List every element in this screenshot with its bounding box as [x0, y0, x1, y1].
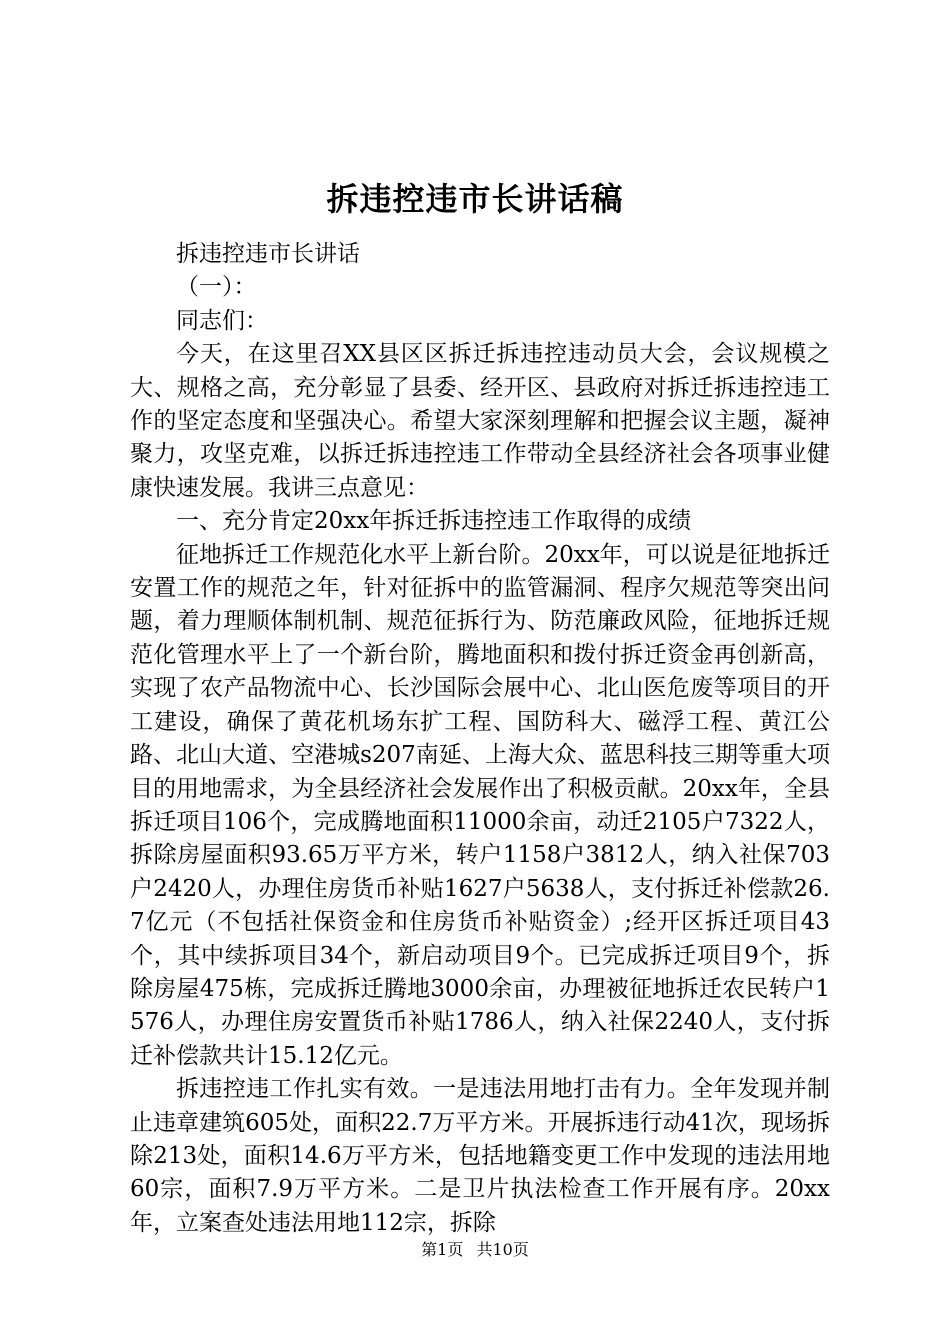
- body-paragraph: 征地拆迁工作规范化水平上新台阶。20xx年，可以说是征地拆迁安置工作的规范之年，针对征拆中的监管漏洞、程序欠规范等突出问题，着力理顺体制机制、规范征拆行为、防范廉政风险，征地拆迁规范化管理水平上了一个新台阶，腾地面积和拨付拆迁资金再创新高，实现了农产品物流中心、长沙国际会展中心、北山医危废等项目的开工建设，确保了黄花机场东扩工程、国防科大、磁浮工程、黄江公路、北山大道、空港城s207南延、上海大众、蓝思科技三期等重大项目的用地需求，为全县经济社会发展作出了积极贡献。20xx年，全县拆迁项目106个，完成腾地面积11000余亩，动迁2105户7322人，拆除房屋面积93.65万平方米，转户1158户3812人，纳入社保703户2420人，办理住房货币补贴1627户5638人，支付拆迁补偿款26.7亿元（不包括社保资金和住房货币补贴资金）;经开区拆迁项目43个，其中续拆项目34个，新启动项目9个。已完成拆迁项目9个，拆除房屋475栋，完成拆迁腾地3000余亩，办理被征地拆迁农民转户1576人，办理住房安置货币补贴1786人，纳入社保2240人，支付拆迁补偿款共计15.12亿元。: [130, 541, 830, 1069]
- section-number-paragraph: （一）：: [176, 274, 257, 301]
- document-body: [130, 238, 830, 1240]
- subtitle-paragraph: 拆违控违市长讲话: [176, 241, 360, 267]
- body-paragraph: 拆违控违工作扎实有效。一是违法用地打击有力。全年发现并制止违章建筑605处，面积22.7万平方米。开展拆违行动41次，现场拆除213处，面积14.6万平方米，包括地籍变更工作中发现的违法用地60宗，面积7.9万平方米。二是卫片执法检查工作开展有序。20xx年，立案查处违法用地112宗，拆除: [130, 1076, 830, 1236]
- document-title: 拆违控违市长讲话稿: [326, 180, 624, 218]
- page-number: 第1页: [421, 1240, 464, 1259]
- section-heading-paragraph: 一、充分肯定20xx年拆迁拆违控违工作取得的成绩: [176, 508, 692, 535]
- greeting-paragraph: 同志们：: [176, 307, 268, 334]
- page-footer: [0, 1240, 950, 1261]
- intro-paragraph: 今天，在这里召XX县区区拆迁拆违控违动员大会，会议规模之大、规格之高，充分彰显了县委、经开区、县政府对拆迁拆违控违工作的坚定态度和坚强决心。希望大家深刻理解和把握会议主题，凝神聚力，攻坚克难，以拆迁拆违控违工作带动全县经济社会各项事业健康快速发展。我讲三点意见：: [130, 341, 830, 501]
- page-total: 共10页: [476, 1240, 529, 1259]
